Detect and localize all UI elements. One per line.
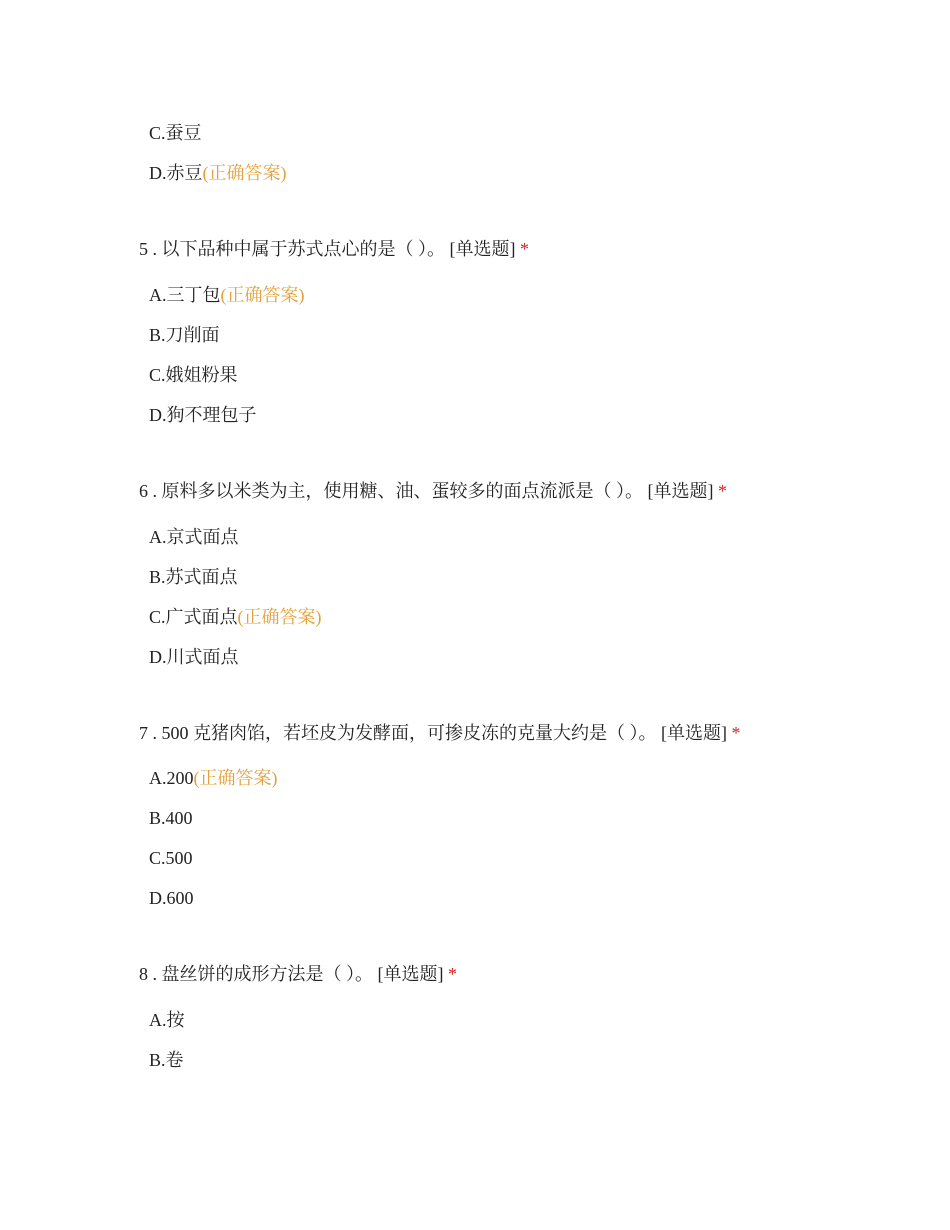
question-title: [139, 722, 741, 744]
question-text: 8 . 盘丝饼的成形方法是（ ）。 [单选题]: [139, 964, 444, 984]
option-text: D.600: [149, 888, 194, 908]
option-text: A.京式面点: [149, 527, 239, 547]
question-title: [139, 963, 457, 985]
option-text: C.广式面点: [149, 607, 238, 627]
question-text: 7 . 500 克猪肉馅，若坯皮为发酵面，可掺皮冻的克量大约是（ ）。 [单选题]: [139, 723, 727, 743]
option-text: D.川式面点: [149, 647, 239, 667]
option-text: C.娥姐粉果: [149, 365, 238, 385]
option-text: B.400: [149, 808, 193, 828]
correct-answer-label: (正确答案): [202, 163, 287, 183]
required-mark: *: [718, 481, 727, 501]
option-text: B.刀削面: [149, 325, 220, 345]
option-text: A.按: [149, 1010, 185, 1030]
option-item: [149, 646, 239, 668]
question-title: [139, 238, 529, 260]
option-item: [149, 847, 193, 869]
required-mark: *: [520, 239, 529, 259]
required-mark: *: [448, 964, 457, 984]
option-item: [149, 324, 220, 346]
option-text: C.蚕豆: [149, 123, 202, 143]
option-text: B.苏式面点: [149, 567, 238, 587]
option-item: [149, 606, 322, 628]
correct-answer-label: (正确答案): [220, 285, 305, 305]
option-item: [149, 284, 305, 306]
option-text: D.赤豆: [149, 163, 203, 183]
option-text: C.500: [149, 848, 193, 868]
option-item: [149, 122, 202, 144]
option-item: [149, 767, 278, 789]
option-text: B.卷: [149, 1050, 184, 1070]
question-text: 6 . 原料多以米类为主，使用糖、油、蛋较多的面点流派是（ ）。 [单选题]: [139, 481, 714, 501]
option-item: [149, 1049, 184, 1071]
option-item: [149, 404, 257, 426]
option-item: [149, 1009, 185, 1031]
option-item: [149, 887, 194, 909]
option-item: [149, 566, 238, 588]
option-item: [149, 807, 193, 829]
correct-answer-label: (正确答案): [237, 607, 322, 627]
option-item: [149, 526, 239, 548]
option-item: [149, 162, 287, 184]
question-title: [139, 480, 727, 502]
option-text: D.狗不理包子: [149, 405, 257, 425]
option-item: [149, 364, 238, 386]
option-text: A.三丁包: [149, 285, 221, 305]
question-text: 5 . 以下品种中属于苏式点心的是（ ）。 [单选题]: [139, 239, 516, 259]
required-mark: *: [731, 723, 741, 743]
correct-answer-label: (正确答案): [193, 768, 278, 788]
option-text: A.200: [149, 768, 194, 788]
